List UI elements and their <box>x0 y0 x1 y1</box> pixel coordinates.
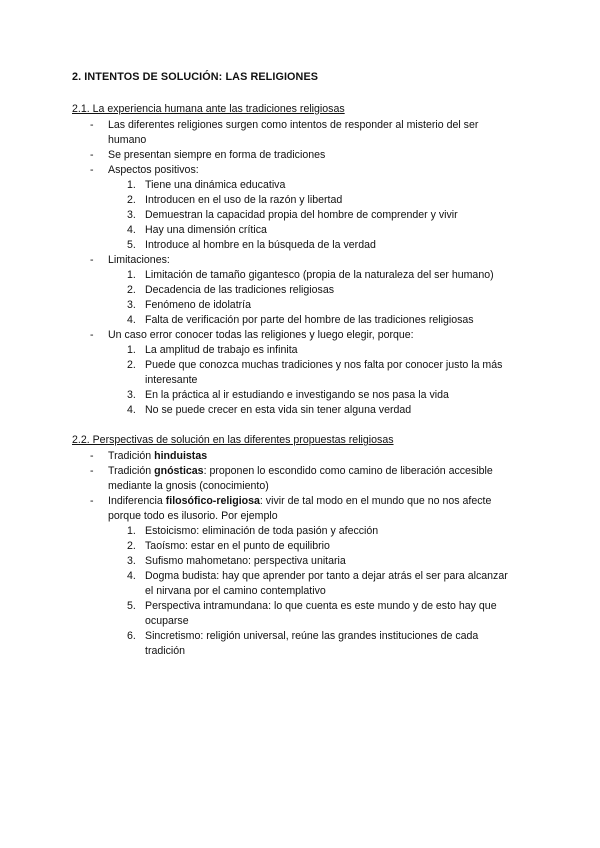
numbered-item: Puede que conozca muchas tradiciones y nos falta por conocer justo la más <box>145 359 503 371</box>
list-number: 3. <box>127 209 136 221</box>
list-item: Las diferentes religiones surgen como intentos de responder al misterio del ser <box>108 119 479 131</box>
numbered-item: Demuestran la capacidad propia del hombre de comprender y vivir <box>145 209 458 221</box>
numbered-item: Hay una dimensión crítica <box>145 224 267 236</box>
list-item: Se presentan siempre en forma de tradiciones <box>108 149 326 161</box>
list-number: 1. <box>127 269 136 281</box>
numbered-item: Tiene una dinámica educativa <box>145 179 286 191</box>
list-item: Tradición hinduistas <box>108 450 208 462</box>
list-item: Tradición gnósticas: proponen lo escondido como camino de liberación accesible <box>108 465 493 477</box>
list-item-continuation: porque todo es ilusorio. Por ejemplo <box>108 510 278 522</box>
list-number: 5. <box>127 239 136 251</box>
numbered-item-continuation: el nirvana por el camino contemplativo <box>145 585 326 597</box>
numbered-item: Dogma budista: hay que aprender por tanto a dejar atrás el ser para alcanzar <box>145 570 508 582</box>
numbered-item: Perspectiva intramundana: lo que cuenta es este mundo y de esto hay que <box>145 600 497 612</box>
list-number: 1. <box>127 344 136 356</box>
numbered-item: La amplitud de trabajo es infinita <box>145 344 298 356</box>
numbered-item-continuation: interesante <box>145 374 198 386</box>
numbered-item: Limitación de tamaño gigantesco (propia de la naturaleza del ser humano) <box>145 269 494 281</box>
bullet-dash: - <box>90 254 94 266</box>
bullet-dash: - <box>90 329 94 341</box>
numbered-item: Sufismo mahometano: perspectiva unitaria <box>145 555 346 567</box>
list-number: 3. <box>127 389 136 401</box>
list-number: 4. <box>127 224 136 236</box>
numbered-item-continuation: tradición <box>145 645 186 657</box>
bold-term: hinduistas <box>154 450 208 462</box>
bullet-dash: - <box>90 495 94 507</box>
list-item-continuation: humano <box>108 134 147 146</box>
list-number: 3. <box>127 299 136 311</box>
numbered-item: Introduce al hombre en la búsqueda de la verdad <box>145 239 376 251</box>
list-number: 4. <box>127 314 136 326</box>
list-number: 4. <box>127 404 136 416</box>
numbered-item: Estoicismo: eliminación de toda pasión y afección <box>145 525 379 537</box>
list-number: 2. <box>127 359 136 371</box>
numbered-item: Taoísmo: estar en el punto de equilibrio <box>145 540 330 552</box>
bullet-dash: - <box>90 149 94 161</box>
list-item: Aspectos positivos: <box>108 164 199 176</box>
bold-term: gnósticas <box>154 465 204 477</box>
section-heading-2-1: 2.1. La experiencia humana ante las tradiciones religiosas <box>72 103 345 115</box>
bold-term: filosófico-religiosa <box>165 495 260 507</box>
numbered-item: Introducen en el uso de la razón y libertad <box>145 194 343 206</box>
bullet-dash: - <box>90 164 94 176</box>
list-item-continuation: mediante la gnosis (conocimiento) <box>108 480 269 492</box>
list-item: Un caso error conocer todas las religiones y luego elegir, porque: <box>108 329 414 341</box>
list-number: 5. <box>127 600 136 612</box>
list-number: 1. <box>127 525 136 537</box>
bullet-dash: - <box>90 450 94 462</box>
numbered-item: Sincretismo: religión universal, reúne las grandes instituciones de cada <box>145 630 479 642</box>
list-number: 2. <box>127 284 136 296</box>
list-item: Indiferencia filosófico-religiosa: vivir de tal modo en el mundo que no nos afecte <box>108 495 492 507</box>
list-number: 4. <box>127 570 136 582</box>
page-title: 2. INTENTOS DE SOLUCIÓN: LAS RELIGIONES <box>72 71 319 83</box>
numbered-item: En la práctica al ir estudiando e investigando se nos pasa la vida <box>145 389 449 401</box>
list-number: 1. <box>127 179 136 191</box>
numbered-item: Decadencia de las tradiciones religiosas <box>145 284 335 296</box>
numbered-item: No se puede crecer en esta vida sin tener alguna verdad <box>145 404 412 416</box>
list-number: 3. <box>127 555 136 567</box>
list-number: 2. <box>127 540 136 552</box>
numbered-item: Falta de verificación por parte del hombre de las tradiciones religiosas <box>145 314 474 326</box>
list-item: Limitaciones: <box>108 254 170 266</box>
bullet-dash: - <box>90 119 94 131</box>
list-number: 6. <box>127 630 136 642</box>
numbered-item-continuation: ocuparse <box>145 615 189 627</box>
list-number: 2. <box>127 194 136 206</box>
bullet-dash: - <box>90 465 94 477</box>
numbered-item: Fenómeno de idolatría <box>145 299 252 311</box>
section-heading-2-2: 2.2. Perspectivas de solución en las diferentes propuestas religiosas <box>72 434 394 446</box>
